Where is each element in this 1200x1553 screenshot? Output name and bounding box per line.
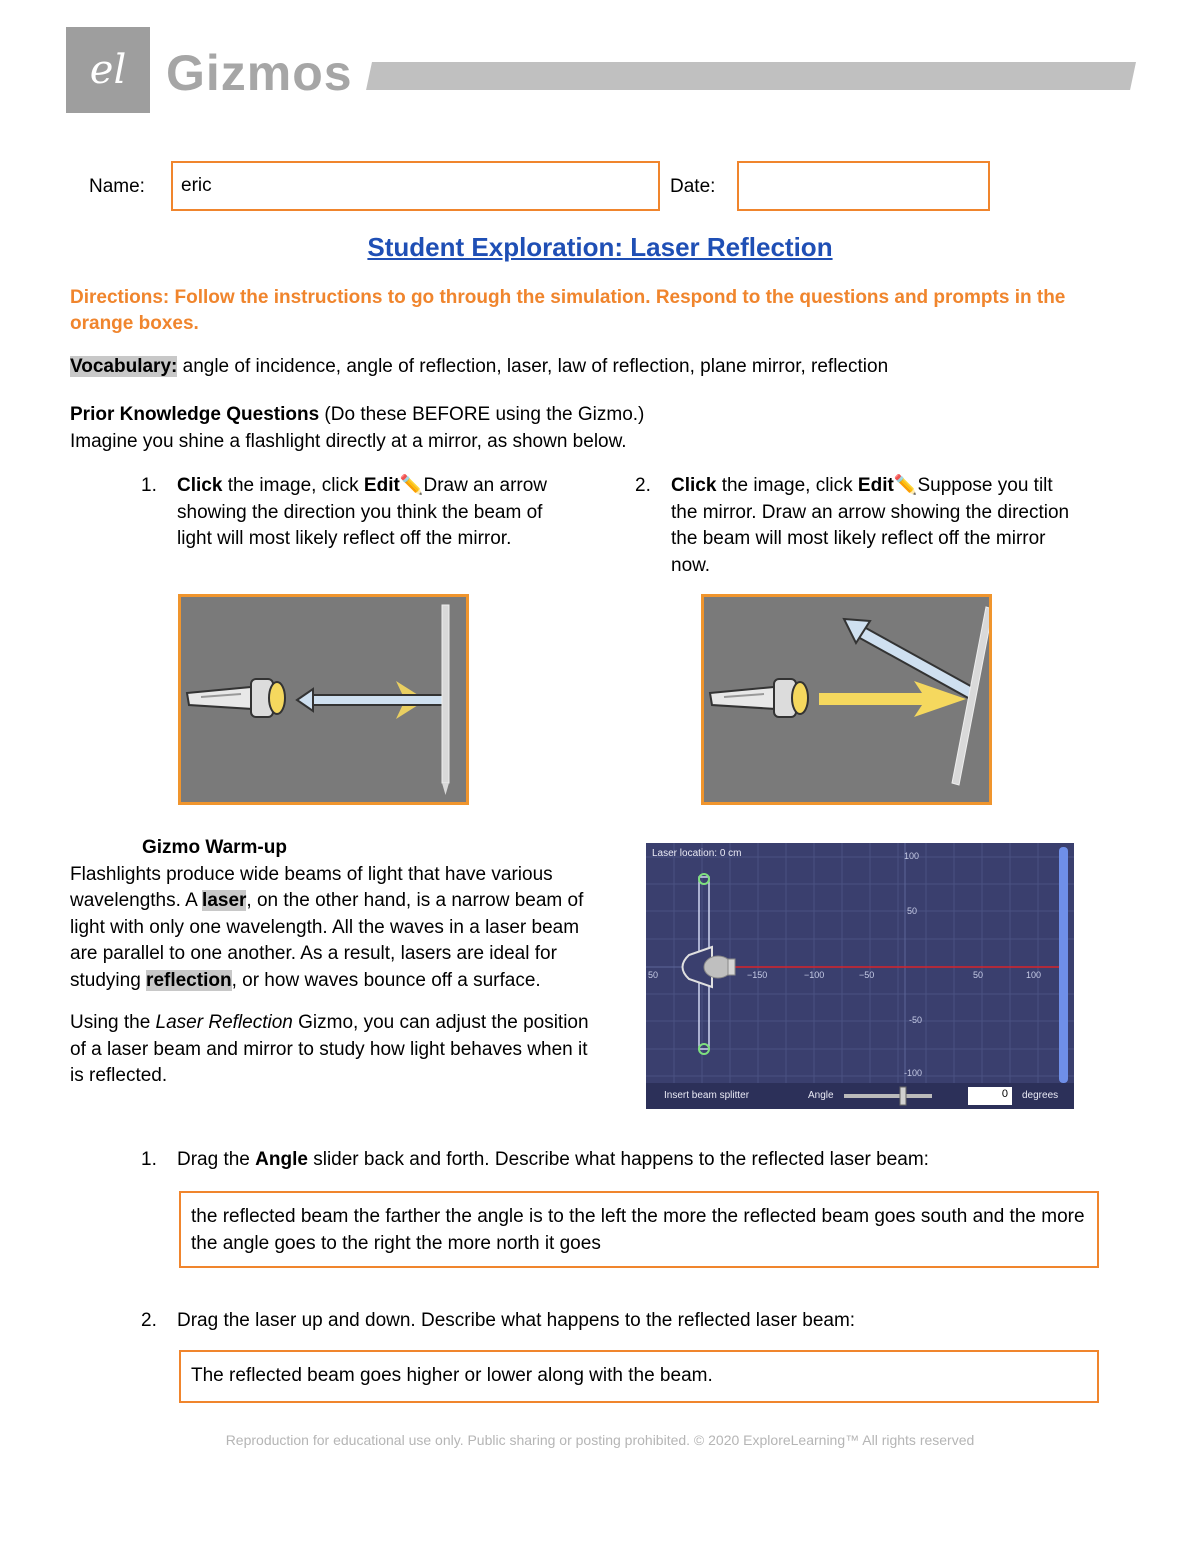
x-tick: 50 xyxy=(973,970,984,980)
warmup-paragraph-1 xyxy=(70,862,600,995)
question-text: Drag the laser up and down. Describe what happens to the reflected laser beam: xyxy=(177,1310,856,1331)
y-tick: 100 xyxy=(904,851,920,861)
insert-beam-splitter-button[interactable]: Insert beam splitter xyxy=(664,1090,750,1101)
vocabulary-terms: angle of incidence, angle of reflection, laser, law of reflection, plane mirror, reflection xyxy=(177,356,889,377)
prior-knowledge-intro: Imagine you shine a flashlight directly at a mirror, as shown below. xyxy=(70,431,627,452)
warmup-text: , or how waves bounce off a surface. xyxy=(231,969,541,991)
name-value: eric xyxy=(181,175,212,196)
question-number: 2. xyxy=(635,475,651,496)
angle-label: Angle xyxy=(808,1090,834,1101)
page-title: Student Exploration: Laser Reflection xyxy=(367,232,833,262)
brand-name: Gizmos xyxy=(166,45,353,101)
answer-text: The reflected beam goes higher or lower along with the beam. xyxy=(191,1365,713,1386)
question-text: Draw an arrow showing the direction you think the beam of light will most likely reflect off the mirror. xyxy=(177,475,548,549)
question-text-mid: the image, click xyxy=(222,475,364,496)
date-field[interactable] xyxy=(737,161,990,211)
warmup-paragraph-2 xyxy=(70,1010,590,1090)
prior-question-2 xyxy=(635,473,1075,583)
date-label: Date: xyxy=(670,176,716,197)
mirror-icon xyxy=(442,605,449,795)
beam xyxy=(819,693,929,705)
warmup-text: Flashlights produce wide beams of light that have various wavelengths. A xyxy=(70,863,553,911)
answer-text: the reflected beam the farther the angle is to the left the more the reflected beam goes south and the more the angle goes to the right the more north it goes xyxy=(191,1206,1085,1254)
prior-knowledge-note: (Do these BEFORE using the Gizmo.) xyxy=(319,404,645,425)
x-tick: −150 xyxy=(747,970,768,980)
vocabulary xyxy=(70,356,1130,378)
edit-word: Edit xyxy=(363,475,400,496)
y-tick: 50 xyxy=(907,906,918,916)
gizmo-name: Laser Reflection xyxy=(155,1012,293,1033)
warmup-section xyxy=(70,835,610,1106)
degrees-label: degrees xyxy=(1022,1090,1059,1101)
gizmo-simulation[interactable] xyxy=(646,843,1074,1109)
question-text: Drag the xyxy=(177,1149,256,1170)
x-tick: 100 xyxy=(1026,970,1042,980)
angle-slider-handle xyxy=(900,1087,906,1105)
warmup-text: , on the other hand, is a narrow beam of light with only one wavelength. All the waves in a laser beam are parallel to one another. As a result, lasers are ideal for studying xyxy=(70,890,584,991)
vocabulary-label: Vocabulary: xyxy=(70,356,178,377)
name-field[interactable] xyxy=(171,161,660,211)
click-word: Click xyxy=(671,475,717,496)
warmup-text: Gizmo, you can adjust the position of a laser beam and mirror to study how light behaves when it is reflected. xyxy=(70,1012,589,1086)
mirror-icon xyxy=(1059,847,1068,1083)
flashlight-straight-illustration xyxy=(181,597,466,802)
footer-copyright: Reproduction for educational use only. Public sharing or posting prohibited. © 2020 ExploreLearning™ All rights reserved xyxy=(225,1432,975,1448)
question-number: 1. xyxy=(141,475,157,496)
angle-slider-track xyxy=(844,1094,932,1098)
flashlight-image-1[interactable] xyxy=(178,594,469,805)
x-tick: 50 xyxy=(648,970,659,980)
question-text: slider back and forth. Describe what happens to the reflected laser beam: xyxy=(307,1149,929,1170)
pencil-icon: ✏️ xyxy=(399,475,424,496)
prior-knowledge xyxy=(70,401,1130,455)
warmup-heading: Gizmo Warm-up xyxy=(142,837,287,858)
name-label: Name: xyxy=(89,176,145,197)
logo-mark: el xyxy=(89,47,127,93)
y-tick: -50 xyxy=(909,1015,923,1025)
x-tick: −100 xyxy=(804,970,825,980)
question-text: Suppose you tilt the mirror. Draw an arrow showing the direction the beam will most likely reflect off the mirror now. xyxy=(671,475,1070,576)
y-tick: -100 xyxy=(904,1068,923,1078)
flashlight-image-2[interactable] xyxy=(701,594,992,805)
question-number: 2. xyxy=(141,1310,157,1331)
answer-box-2[interactable] xyxy=(179,1350,1099,1403)
term-reflection: reflection xyxy=(146,969,232,991)
edit-word: Edit xyxy=(857,475,894,496)
term-laser: laser xyxy=(202,890,247,911)
prior-question-1 xyxy=(141,473,561,583)
question-text-mid: the image, click xyxy=(716,475,858,496)
directions: Directions: Follow the instructions to go through the simulation. Respond to the questions and prompts in the orange boxes. xyxy=(70,287,1066,334)
header-bar xyxy=(366,62,1136,90)
pencil-icon: ✏️ xyxy=(893,475,918,496)
warmup-text: Using the xyxy=(70,1012,156,1033)
laser-location-readout: Laser location: 0 cm xyxy=(652,848,742,859)
gizmos-logo xyxy=(66,27,150,113)
click-word: Click xyxy=(177,475,223,496)
flashlight-tilted-illustration xyxy=(704,597,989,802)
prior-knowledge-heading: Prior Knowledge Questions xyxy=(70,404,320,425)
x-tick: −50 xyxy=(859,970,875,980)
angle-input[interactable]: 0 xyxy=(1001,1088,1008,1100)
angle-term: Angle xyxy=(255,1149,308,1170)
answer-box-1[interactable] xyxy=(179,1191,1099,1268)
question-number: 1. xyxy=(141,1149,157,1170)
